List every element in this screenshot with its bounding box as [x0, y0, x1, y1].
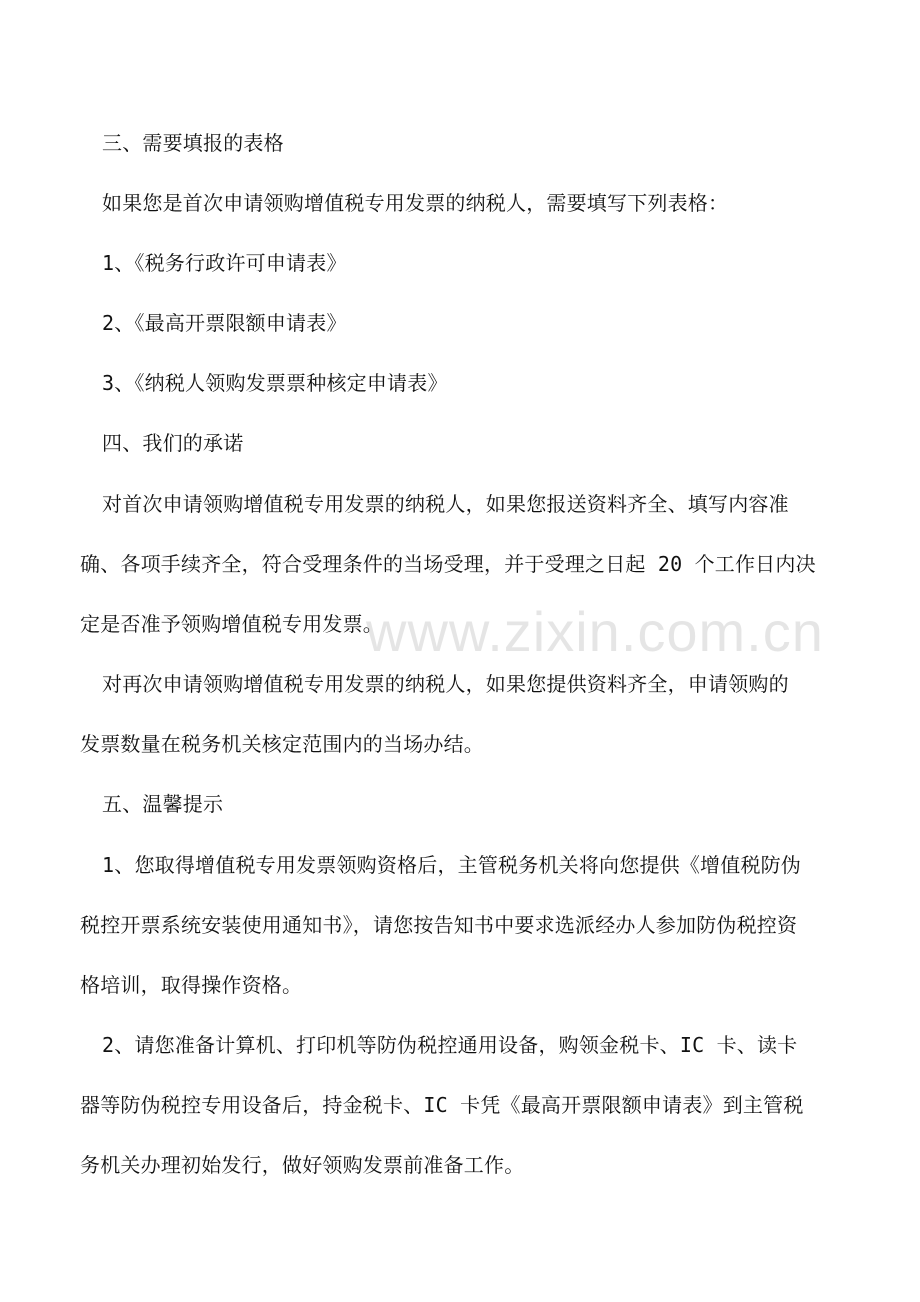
paragraph-tip-1-line-3: 格培训，取得操作资格。	[80, 973, 303, 997]
paragraph-tip-2-line-1: 2、请您准备计算机、打印机等防伪税控通用设备，购领金税卡、IC 卡、读卡	[102, 1033, 798, 1057]
paragraph-promise-1-line-3: 定是否准予领购增值税专用发票。	[80, 612, 383, 636]
paragraph-tip-2-line-2: 器等防伪税控专用设备后，持金税卡、IC 卡凭《最高开票限额申请表》到主管税	[80, 1093, 804, 1117]
paragraph-promise-2-line-2: 发票数量在税务机关核定范围内的当场办结。	[80, 732, 484, 756]
paragraph-forms-intro: 如果您是首次申请领购增值税专用发票的纳税人，需要填写下列表格：	[102, 191, 729, 215]
section-heading-tips: 五、温馨提示	[102, 792, 224, 816]
paragraph-tip-2-line-3: 务机关办理初始发行，做好领购发票前准备工作。	[80, 1153, 525, 1177]
list-item-form-1: 1、《税务行政许可申请表》	[102, 251, 347, 275]
section-heading-forms: 三、需要填报的表格	[102, 131, 284, 155]
watermark: www.zixin.com.cn	[366, 600, 824, 663]
list-item-form-3: 3、《纳税人领购发票票种核定申请表》	[102, 371, 448, 395]
section-heading-promise: 四、我们的承诺	[102, 431, 244, 455]
paragraph-promise-1-line-1: 对首次申请领购增值税专用发票的纳税人，如果您报送资料齐全、填写内容准	[102, 492, 789, 516]
paragraph-promise-2-line-1: 对再次申请领购增值税专用发票的纳税人，如果您提供资料齐全，申请领购的	[102, 672, 789, 696]
paragraph-tip-1-line-2: 税控开票系统安装使用通知书》，请您按告知书中要求选派经办人参加防伪税控资	[80, 913, 798, 937]
list-item-form-2: 2、《最高开票限额申请表》	[102, 311, 347, 335]
paragraph-tip-1-line-1: 1、您取得增值税专用发票领购资格后，主管税务机关将向您提供《增值税防伪	[102, 853, 802, 877]
paragraph-promise-1-line-2: 确、各项手续齐全，符合受理条件的当场受理，并于受理之日起 20 个工作日内决	[80, 552, 816, 576]
